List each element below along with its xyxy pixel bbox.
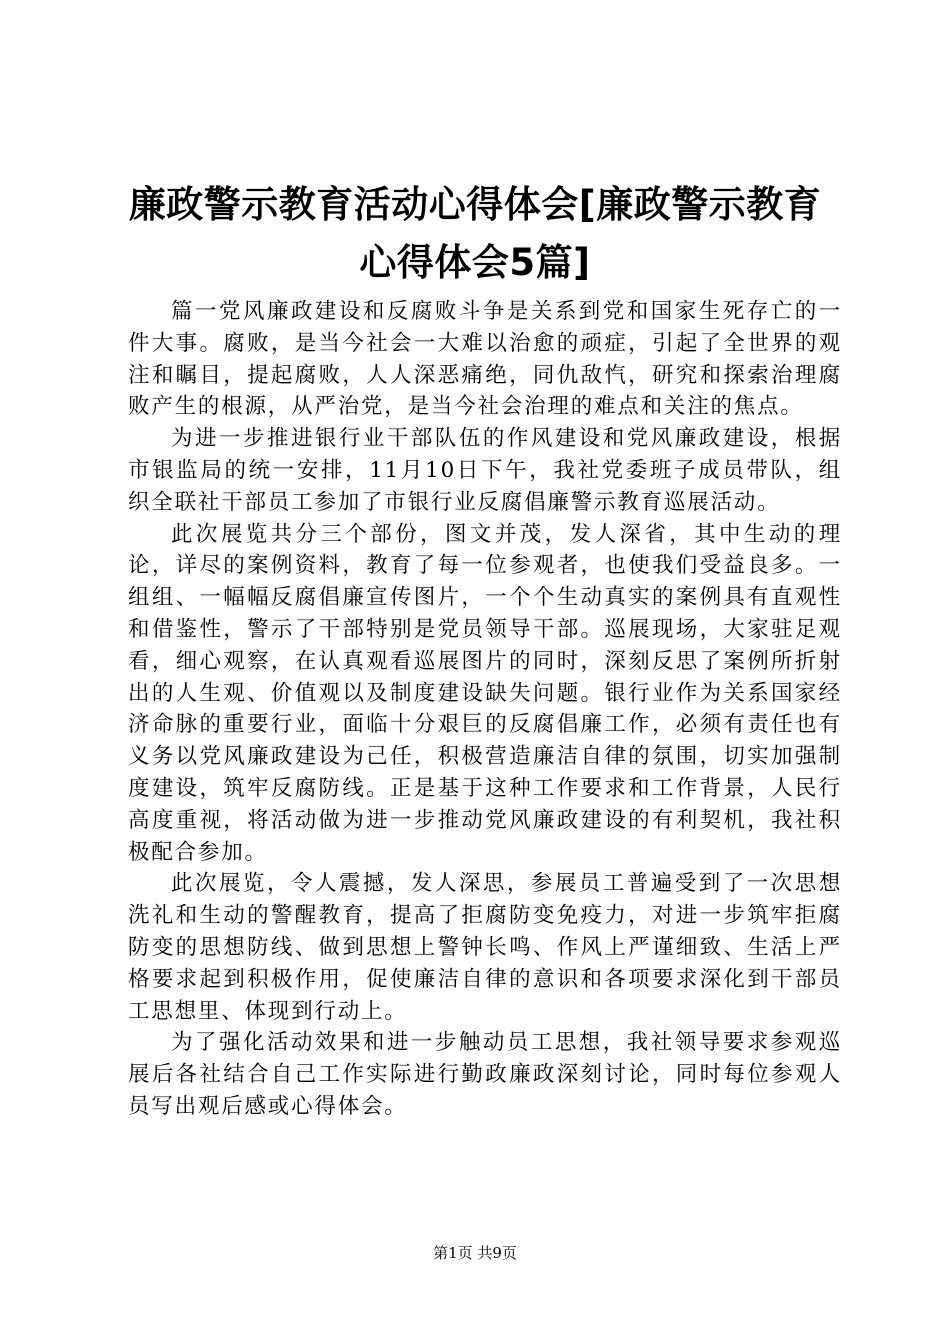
document-title: 廉政警示教育活动心得体会[廉政警示教育心得体会5篇] bbox=[128, 183, 822, 284]
paragraph-1: 篇一党风廉政建设和反腐败斗争是关系到党和国家生死存亡的一件大事。腐败，是当今社会一大难以治愈的顽症，引起了全世界的观注和瞩目，提起腐败，人人深恶痛绝，同仇敌忾，研究和探索治理腐败产生的根源，从严治党，是当今社会治理的难点和关注的焦点。 bbox=[128, 299, 842, 420]
document-body bbox=[128, 296, 842, 1123]
paragraph-3: 此次展览共分三个部份，图文并茂，发人深省，其中生动的理论，详尽的案例资料，教育了每一位参观者，也使我们受益良多。一组组、一幅幅反腐倡廉宣传图片，一个个生动真实的案例具有直观性和借鉴性，警示了干部特别是党员领导干部。巡展现场，大家驻足观看，细心观察，在认真观看巡展图片的同时，深刻反思了案例所折射出的人生观、价值观以及制度建设缺失问题。银行业作为关系国家经济命脉的重要行业，面临十分艰巨的反腐倡廉工作，必须有责任也有义务以党风廉政建设为己任，积极营造廉洁自律的氛围，切实加强制度建设，筑牢反腐防线。正是基于这种工作要求和工作背景，人民行高度重视，将活动做为进一步推动党风廉政建设的有利契机，我社积极配合参加。 bbox=[128, 521, 842, 865]
paragraph-5: 为了强化活动效果和进一步触动员工思想，我社领导要求参观巡展后各社结合自己工作实际进行勤政廉政深刻讨论，同时每位参观人员写出观后感或心得体会。 bbox=[128, 1030, 842, 1119]
page-number-footer: 第1页 共9页 bbox=[433, 1244, 517, 1262]
paragraph-2: 为进一步推进银行业干部队伍的作风建设和党风廉政建设，根据市银监局的统一安排，11月10日下午，我社党委班子成员带队，组织全联社干部员工参加了市银行业反腐倡廉警示教育巡展活动。 bbox=[128, 426, 842, 515]
paragraph-4: 此次展览，令人震撼，发人深思，参展员工普遍受到了一次思想洗礼和生动的警醒教育，提高了拒腐防变免疫力，对进一步筑牢拒腐防变的思想防线、做到思想上警钟长鸣、作风上严谨细致、生活上严格要求起到积极作用，促使廉洁自律的意识和各项要求深化到干部员工思想里、体现到行动上。 bbox=[128, 871, 842, 1024]
